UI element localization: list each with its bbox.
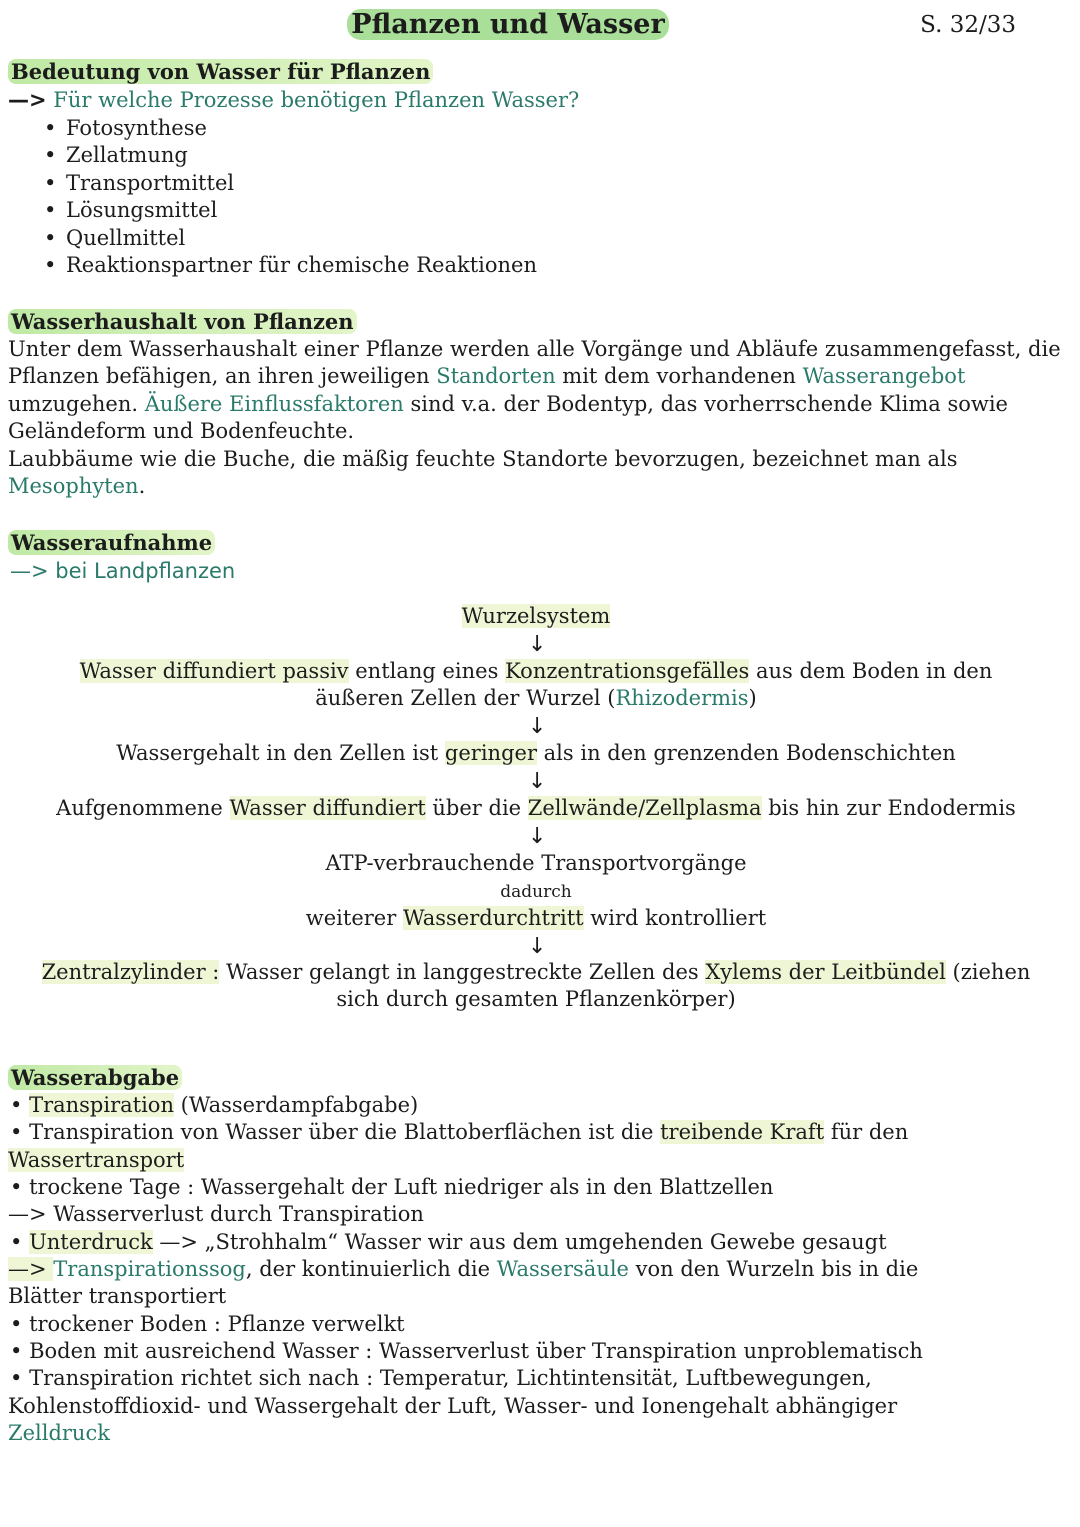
flow-arrow-icon: ↓ (528, 824, 547, 849)
flow-step-kontrolliert: weiterer Wasserdurchtritt wird kontrolliert (305, 906, 767, 930)
section-heading-wasseraufnahme: Wasseraufnahme (8, 529, 215, 556)
flow-step-zentralzylinder-cont: sich durch gesamten Pflanzenkörper) (336, 987, 736, 1011)
subheading-landpflanzen: —> bei Landpflanzen (10, 559, 236, 583)
list-item: • Transpiration (Wasserdampfabgabe) (10, 1093, 419, 1117)
list-item: • Transpiration von Wasser über die Blattoberflächen ist die treibende Kraft für den (10, 1120, 909, 1144)
flow-step-diffusion: Wasser diffundiert passiv entlang eines Konzentrationsgefälles aus dem Boden in den (79, 659, 993, 683)
list-item: • Fotosynthese (44, 115, 537, 142)
list-item: • Zellatmung (44, 142, 537, 169)
flow-step-wurzelsystem: Wurzelsystem (461, 604, 611, 628)
list-item: • Quellmittel (44, 225, 537, 252)
question-line: —> Für welche Prozesse benötigen Pflanzen Wasser? (8, 88, 580, 112)
list-item-cont: Blätter transportiert (8, 1284, 227, 1308)
flow-arrow-icon: ↓ (528, 714, 547, 739)
list-item-cont: Wassertransport (8, 1148, 185, 1172)
list-item: • Transpiration richtet sich nach : Temperatur, Lichtintensität, Luftbewegungen, (10, 1366, 872, 1390)
question-text: Für welche Prozesse benötigen Pflanzen Wasser? (53, 88, 580, 112)
flow-arrow-icon: ↓ (528, 769, 547, 794)
process-list (44, 115, 537, 279)
flow-step-dadurch: dadurch (500, 882, 572, 902)
list-item: • trockener Boden : Pflanze verwelkt (10, 1312, 405, 1336)
list-item: • trockene Tage : Wassergehalt der Luft niedriger als in den Blattzellen (10, 1175, 774, 1199)
section-heading-wasserabgabe: Wasserabgabe (8, 1064, 182, 1091)
list-item: • Lösungsmittel (44, 197, 537, 224)
flow-step-zentralzylinder: Zentralzylinder : Wasser gelangt in langgestreckte Zellen des Xylems der Leitbündel (ziehen (41, 960, 1031, 984)
list-item-cont: —> Wasserverlust durch Transpiration (8, 1202, 424, 1226)
section-heading-wasserhaushalt: Wasserhaushalt von Pflanzen (8, 308, 357, 335)
flow-step-diffusion-cont: äußeren Zellen der Wurzel (Rhizodermis) (315, 686, 757, 710)
list-item-cont: Kohlenstoffdioxid- und Wassergehalt der Luft, Wasser- und Ionengehalt abhängiger (8, 1394, 898, 1418)
wasserhaushalt-paragraph: Unter dem Wasserhaushalt einer Pflanze werden alle Vorgänge und Abläufe zusammengefasst, die Pflanzen befähigen, an ihren jeweiligen Standorten mit dem vorhandenen Wasserangebot umzugehen. Äußere Einflussfaktoren sind v.a. der Bodentyp, das vorherrschende Klima sowie Geländeform und Bodenfeuchte. (8, 337, 1061, 444)
flow-arrow-icon: ↓ (528, 632, 547, 657)
flow-step-atp: ATP-verbrauchende Transportvorgänge (325, 851, 747, 875)
flow-step-endodermis: Aufgenommene Wasser diffundiert über die Zellwände/Zellplasma bis hin zur Endodermis (56, 796, 1016, 820)
page-reference: S. 32/33 (920, 12, 1016, 38)
list-item: • Transportmittel (44, 170, 537, 197)
list-item: • Reaktionspartner für chemische Reaktionen (44, 252, 537, 279)
list-item-cont: —> Transpirationssog, der kontinuierlich die Wassersäule von den Wurzeln bis in die (8, 1257, 919, 1281)
flow-step-wassergehalt: Wassergehalt in den Zellen ist geringer als in den grenzenden Bodenschichten (116, 741, 956, 765)
page-title: Pflanzen und Wasser (0, 8, 1016, 42)
section-heading-bedeutung: Bedeutung von Wasser für Pflanzen (8, 58, 433, 85)
flow-arrow-icon: ↓ (528, 934, 547, 959)
mesophyten-paragraph: Laubbäume wie die Buche, die mäßig feuchte Standorte bevorzugen, bezeichnet man als Mesophyten. (8, 447, 958, 499)
list-item-cont: Zelldruck (8, 1421, 110, 1445)
list-item: • Boden mit ausreichend Wasser : Wasserverlust über Transpiration unproblematisch (10, 1339, 923, 1363)
list-item: • Unterdruck —> „Strohhalm“ Wasser wir aus dem umgehenden Gewebe gesaugt (10, 1230, 887, 1254)
